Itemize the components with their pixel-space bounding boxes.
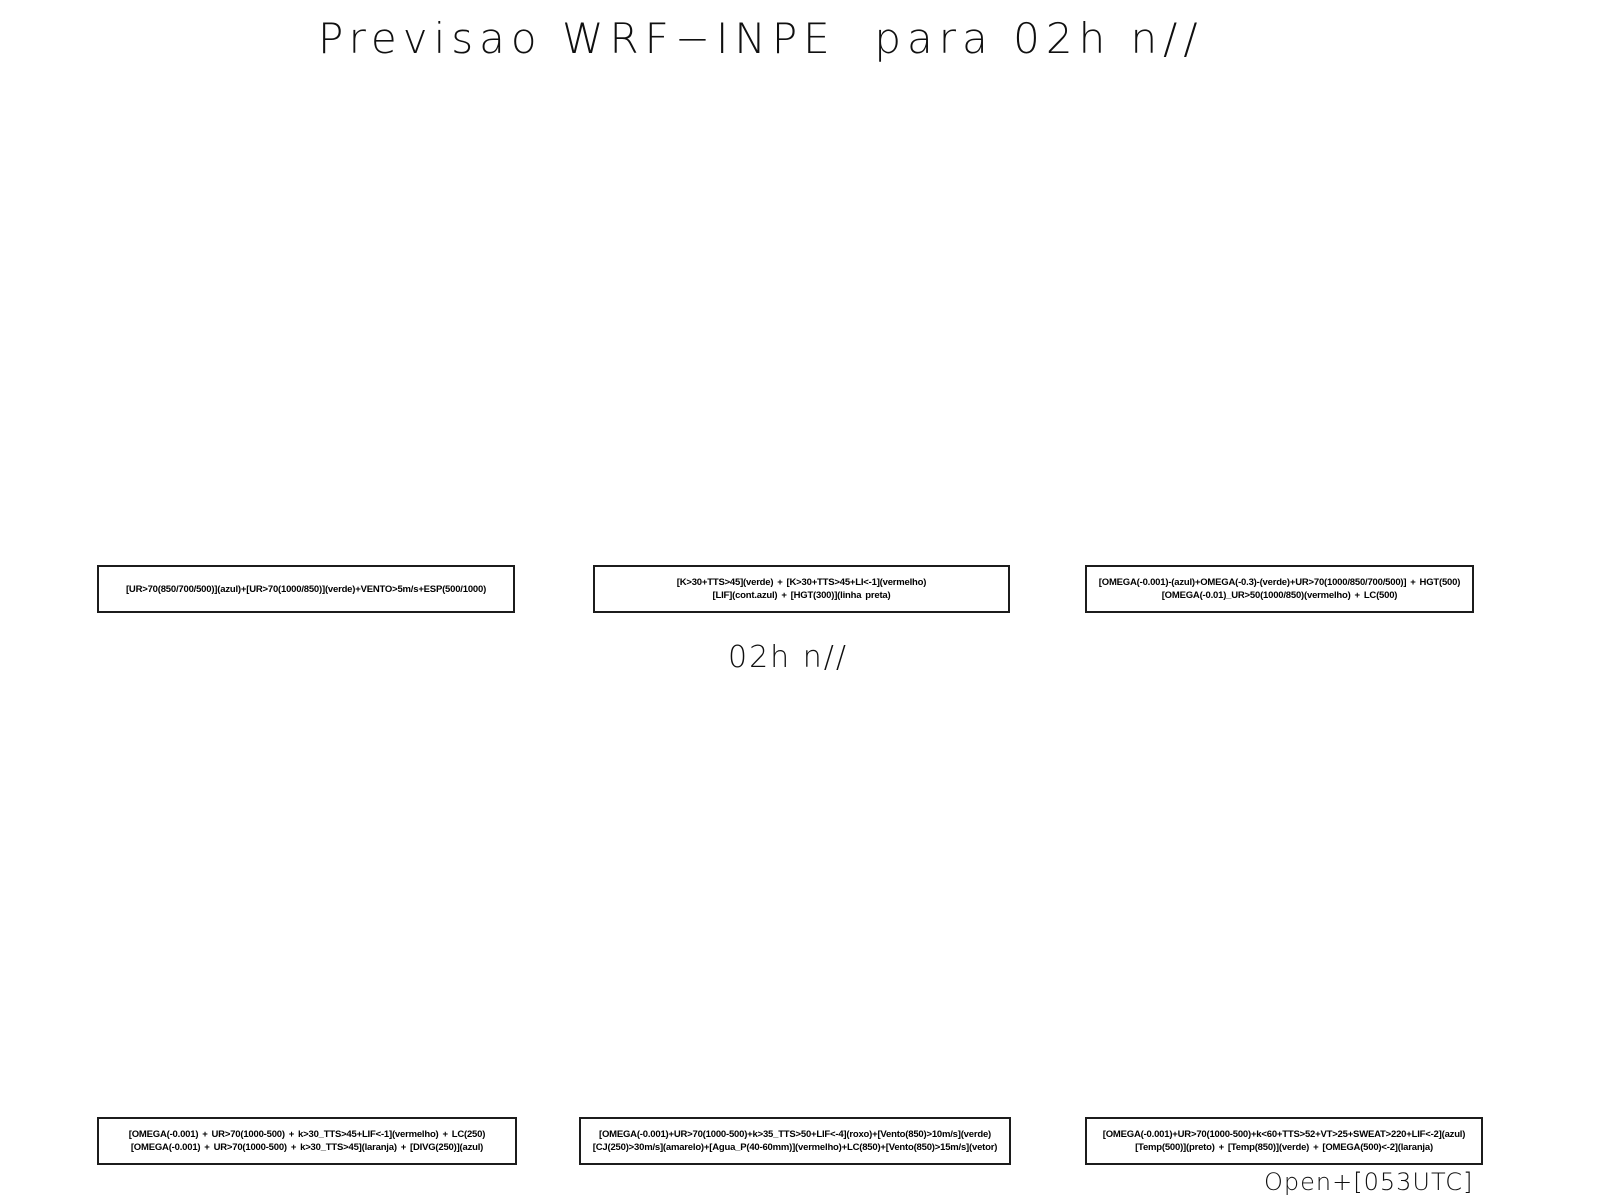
caption-box-top-left	[97, 565, 515, 613]
caption-box-bottom-right	[1085, 1117, 1483, 1165]
caption-box-bottom-center	[579, 1117, 1011, 1165]
caption-box-bottom-left	[97, 1117, 517, 1165]
caption-line: [OMEGA(-0.001)-(azul)+OMEGA(-0.3)-(verde)+UR>70(1000/850/700/500)] + HGT(500)	[1098, 577, 1461, 588]
caption-box-top-right	[1085, 565, 1474, 613]
caption-line: [CJ(250)>30m/s](amarelo)+[Agua_P(40-60mm)](vermelho)+LC(850)+[Vento(850)>15m/s](vetor)	[592, 1142, 998, 1153]
caption-line: [OMEGA(-0.001)+UR>70(1000-500)+k<60+TTS>52+VT>25+SWEAT>220+LIF<-2](azul)	[1102, 1129, 1466, 1140]
caption-line: [LIF](cont.azul) + [HGT(300)](linha preta)	[712, 590, 891, 601]
caption-line: [OMEGA(-0.001) + UR>70(1000-500) + k>30_TTS>45+LIF<-1](vermelho) + LC(250)	[128, 1129, 486, 1140]
caption-line: [Temp(500)](preto) + [Temp(850)](verde) + [OMEGA(500)<-2](laranja)	[1135, 1142, 1433, 1153]
caption-line: [UR>70(850/700/500)](azul)+[UR>70(1000/850)](verde)+VENTO>5m/s+ESP(500/1000)	[125, 583, 487, 595]
caption-box-top-center	[593, 565, 1010, 613]
caption-line: [OMEGA(-0.001)+UR>70(1000-500)+k>35_TTS>50+LIF<-4](roxo)+[Vento(850)>10m/s](verde)	[598, 1129, 991, 1140]
footer-runtime-label: Open+[053UTC]	[1264, 1168, 1474, 1196]
caption-line: [K>30+TTS>45](verde) + [K>30+TTS>45+LI<-1](vermelho)	[676, 577, 927, 588]
caption-line: [OMEGA(-0.01)_UR>50(1000/850)(vermelho) + LC(500)	[1161, 590, 1398, 601]
caption-line: [OMEGA(-0.001) + UR>70(1000-500) + k>30_TTS>45](laranja) + [DIVG(250)](azul)	[130, 1142, 484, 1153]
page-title: Previsao WRF−INPE para 02h n//	[318, 14, 1204, 63]
forecast-hour-label: 02h n//	[728, 640, 848, 675]
